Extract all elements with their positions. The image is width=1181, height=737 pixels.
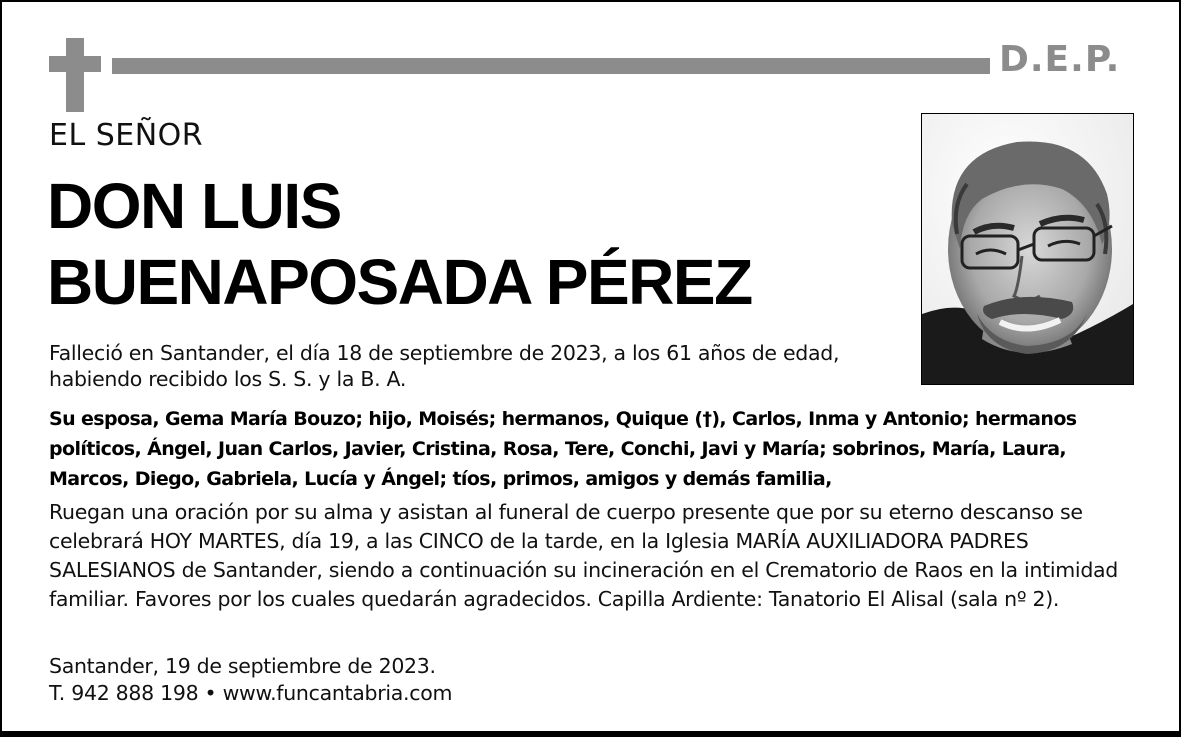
name-line-2: BUENAPOSADA PÉREZ (47, 246, 752, 318)
deceased-name (47, 168, 907, 320)
contact-info: T. 942 888 198 • www.funcantabria.com (49, 681, 453, 705)
honorific: EL SEÑOR (49, 118, 204, 153)
dep-label: D.E.P. (999, 39, 1121, 80)
header-rule (112, 58, 990, 74)
portrait-photo (921, 113, 1134, 385)
latin-cross-icon (49, 38, 101, 112)
death-details (49, 340, 909, 392)
family-mourners: Su esposa, Gema María Bouzo; hijo, Moisés; hermanos, Quique (†), Carlos, Inma y Antonio; hermanos políticos, Ángel, Juan Carlos, Javier, Cristina, Rosa, Tere, Conchi, Javi y María; sobrinos, María, Laura, Marcos, Diego, Gabriela, Lucía y Ángel; tíos, primos, amigos y demás familia, (49, 408, 1077, 490)
death-line-2: habiendo recibido los S. S. y la B. A. (49, 367, 407, 391)
death-line-1: Falleció en Santander, el día 18 de septiembre de 2023, a los 61 años de edad, (49, 341, 840, 365)
footer (49, 653, 749, 707)
place-date: Santander, 19 de septiembre de 2023. (49, 654, 436, 678)
funeral-details: Ruegan una oración por su alma y asistan al funeral de cuerpo presente que por su eterno descanso se celebrará HOY MARTES, día 19, a las CINCO de la tarde, en la Iglesia MARÍA AUXILIADORA PADRES SALESIANOS de Santander, siendo a continuación su incineración en el Crematorio de Raos en la intimidad familiar. Favores por los cuales quedarán agradecidos. Capilla Ardiente: Tanatorio El Alisal (sala nº 2). (49, 500, 1119, 611)
name-line-1: DON LUIS (47, 170, 341, 242)
